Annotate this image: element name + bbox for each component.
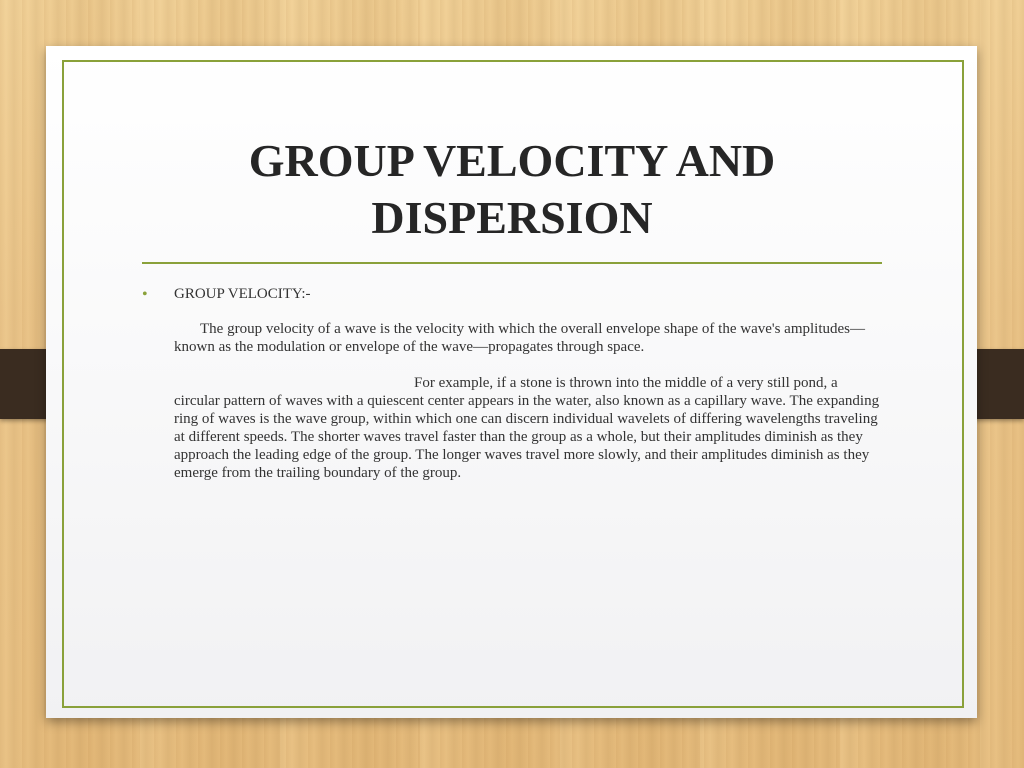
title-line-1: GROUP VELOCITY AND <box>248 135 776 186</box>
title-divider <box>142 262 882 264</box>
paragraph-definition-text: The group velocity of a wave is the velocity with which the overall envelope shape of the wave's amplitudes—known as the modulation or envelope of the wave—propagates through space. <box>174 321 866 355</box>
bullet-icon: • <box>142 286 148 303</box>
paragraph-definition <box>174 320 884 356</box>
title-line-2: DISPERSION <box>371 192 653 243</box>
bullet-heading: GROUP VELOCITY:- <box>174 286 311 302</box>
paragraph-example-text: For example, if a stone is thrown into the middle of a very still pond, a circular pattern of waves with a quiescent center appears in the water, also known as a capillary wave. The expanding ring of waves is the wave group, within which one can discern individual wavelets of differing wavelengths traveling at different speeds. The shorter waves travel faster than the group as a whole, but their amplitudes diminish as they approach the leading edge of the group. The longer waves travel more slowly, and their amplitudes diminish as they emerge from the trailing boundary of the group. <box>174 375 880 481</box>
paragraph-example <box>174 374 884 482</box>
slide-title <box>120 132 904 246</box>
